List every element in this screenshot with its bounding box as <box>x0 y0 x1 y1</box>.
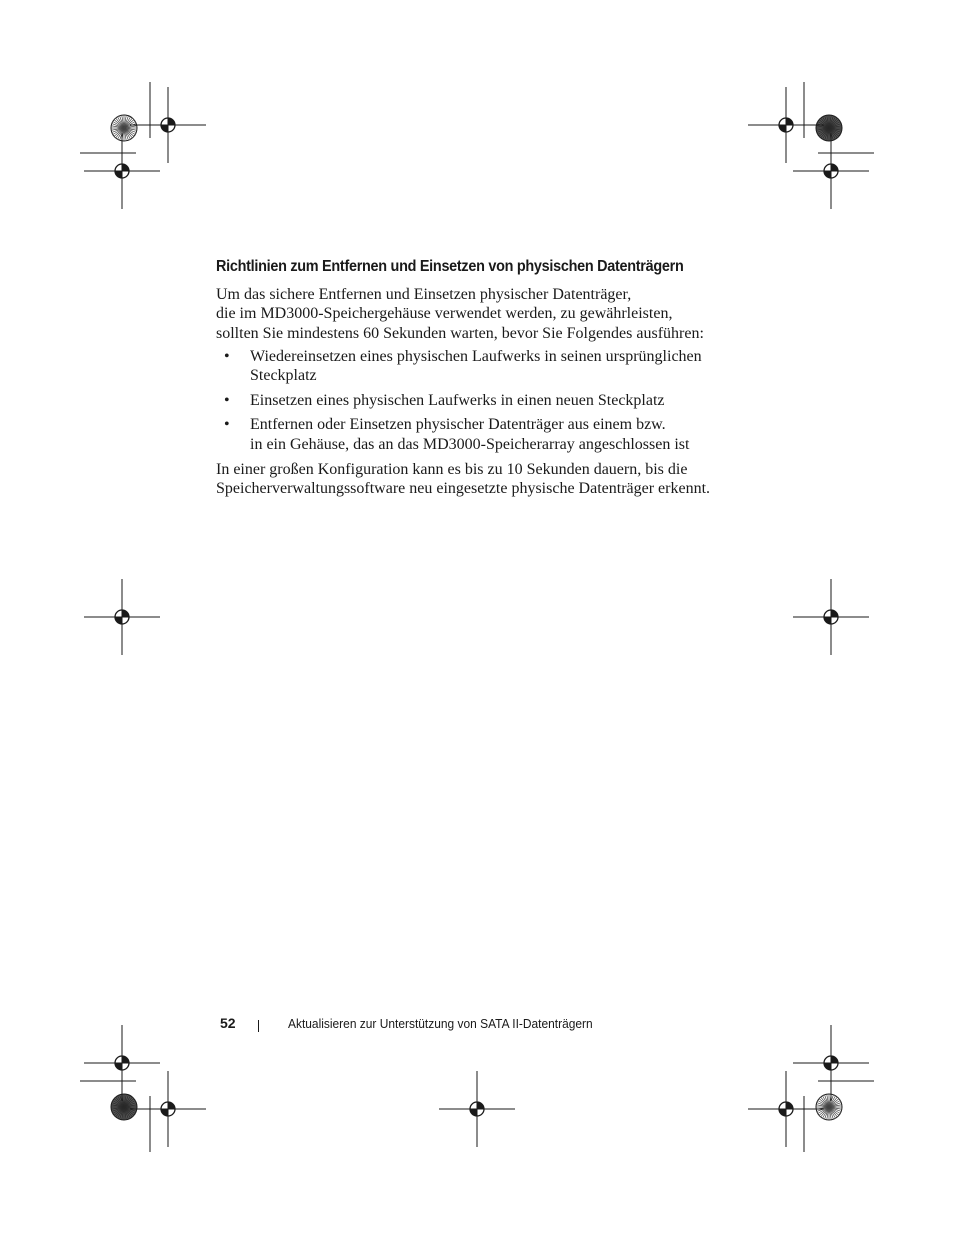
registration-target-fill <box>168 1102 175 1109</box>
registration-target-fill <box>161 1109 168 1116</box>
bullet-line: in ein Gehäuse, das an das MD3000-Speicherarray angeschlossen ist <box>250 435 690 453</box>
registration-target-fill <box>122 610 129 617</box>
registration-target-fill <box>115 171 122 178</box>
registration-target-fill <box>161 125 168 132</box>
registration-target-fill <box>824 617 831 624</box>
footer-divider <box>258 1020 259 1032</box>
registration-target-fill <box>122 164 129 171</box>
registration-target-fill <box>779 125 786 132</box>
registration-target-fill <box>831 610 838 617</box>
bullet-line: Steckplatz <box>250 367 317 385</box>
intro-line: Um das sichere Entfernen und Einsetzen physischer Datenträger, <box>216 286 632 303</box>
page-footer <box>0 1014 954 1036</box>
bullet-dot: • <box>224 416 230 434</box>
registration-target-fill <box>168 118 175 125</box>
bullet-line: Einsetzen eines physischen Laufwerks in einen neuen Steckplatz <box>250 391 665 409</box>
bullet-item <box>216 415 736 454</box>
bullet-item <box>216 391 736 410</box>
section-heading: Richtlinien zum Entfernen und Einsetzen von physischen Datenträgern <box>216 258 684 275</box>
registration-target-fill <box>786 118 793 125</box>
registration-target-fill <box>824 1063 831 1070</box>
registration-target-fill <box>831 1056 838 1063</box>
intro-paragraph <box>216 285 736 343</box>
registration-target-fill <box>831 164 838 171</box>
registration-target-fill <box>477 1102 484 1109</box>
bullet-line: Wiedereinsetzen eines physischen Laufwerks in seinen ursprünglichen <box>250 348 702 365</box>
closing-paragraph <box>216 460 736 499</box>
bullet-dot: • <box>224 348 230 365</box>
intro-line: sollten Sie mindestens 60 Sekunden warten, bevor Sie Folgendes ausführen: <box>216 324 704 342</box>
closing-line: Speicherverwaltungssoftware neu eingesetzte physische Datenträger erkennt. <box>216 480 711 498</box>
page-number: 52 <box>220 1015 236 1031</box>
registration-target-fill <box>779 1109 786 1116</box>
registration-target-fill <box>115 617 122 624</box>
footer-chapter-title: Aktualisieren zur Unterstützung von SATA II-Datenträgern <box>288 1016 593 1031</box>
bullet-dot: • <box>224 391 230 409</box>
intro-line: die im MD3000-Speichergehäuse verwendet werden, zu gewährleisten, <box>216 305 673 323</box>
bullet-line: Entfernen oder Einsetzen physischer Datenträger aus einem bzw. <box>250 416 666 434</box>
registration-target-fill <box>122 1056 129 1063</box>
registration-target-fill <box>824 171 831 178</box>
registration-target-fill <box>470 1109 477 1116</box>
bullet-list <box>216 347 736 459</box>
registration-target-fill <box>786 1102 793 1109</box>
bullet-item <box>216 347 736 386</box>
closing-line: In einer großen Konfiguration kann es bis zu 10 Sekunden dauern, bis die <box>216 461 688 478</box>
registration-target-fill <box>115 1063 122 1070</box>
